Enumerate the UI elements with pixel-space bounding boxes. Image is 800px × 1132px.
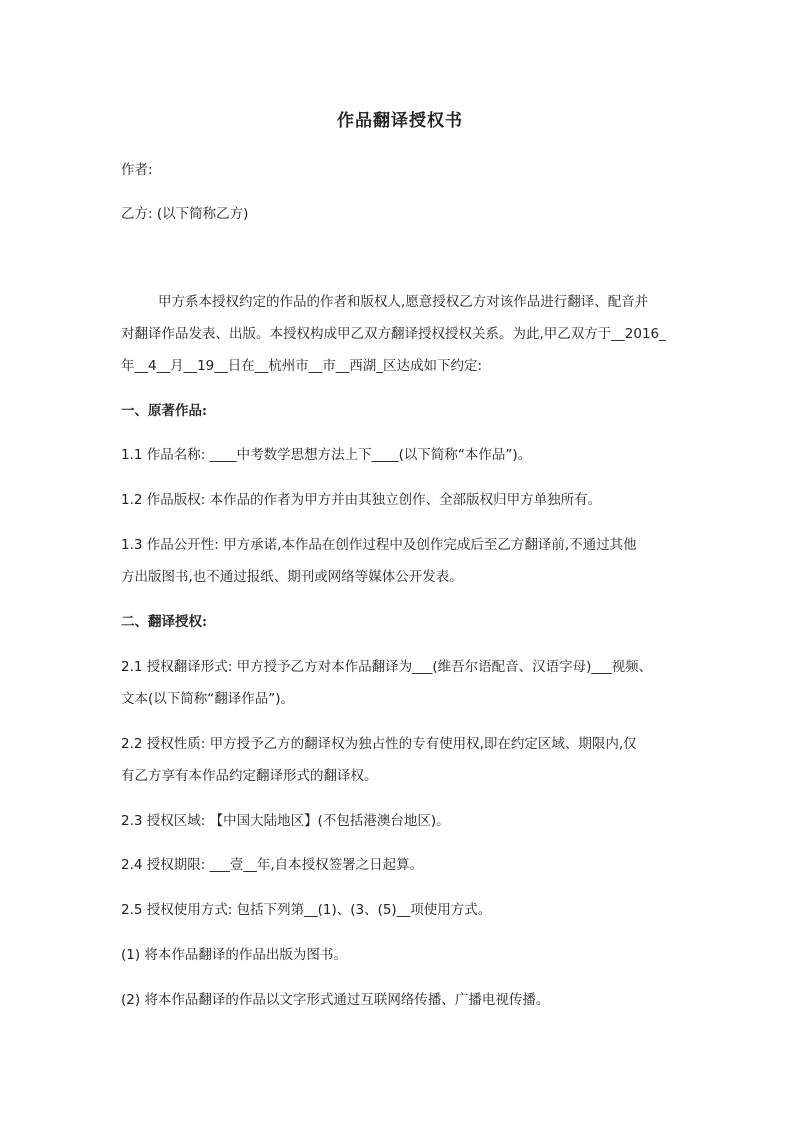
- item-2-2-line-2: 有乙方享有本作品约定翻译形式的翻译权。: [121, 768, 378, 784]
- item-1-3-line-1: 1.3 作品公开性: 甲方承诺,本作品在创作过程中及创作完成后至乙方翻译前,不通过其他: [121, 537, 637, 553]
- document-title: 作品翻译授权书: [337, 111, 463, 131]
- item-1-3-line-2: 方出版图书,也不通过报纸、期刊或网络等媒体公开发表。: [121, 569, 463, 585]
- section-2-heading: 二、翻译授权:: [121, 614, 207, 630]
- item-2-1-line-1: 2.1 授权翻译形式: 甲方授予乙方对本作品翻译为___(维吾尔语配音、汉语字母)___视频、: [121, 659, 653, 675]
- intro-line-3: 年__4__月__19__日在__杭州市__市__西湖_区达成如下约定:: [121, 358, 483, 374]
- item-2-5: 2.5 授权使用方式: 包括下列第__(1)、(3、(5)__项使用方式。: [121, 902, 492, 918]
- section-1-heading: 一、原著作品:: [121, 403, 207, 419]
- use-item-2: (2) 将本作品翻译的作品以文字形式通过互联网络传播、广播电视传播。: [121, 992, 550, 1008]
- party-b-line: 乙方: (以下简称乙方): [121, 206, 249, 222]
- intro-line-2: 对翻译作品发表、出版。本授权构成甲乙双方翻译授权授权关系。为此,甲乙双方于__2016_: [121, 326, 666, 342]
- intro-line-1: 甲方系本授权约定的作品的作者和版权人,愿意授权乙方对该作品进行翻译、配音并: [158, 294, 649, 310]
- item-2-2-line-1: 2.2 授权性质: 甲方授予乙方的翻译权为独占性的专有使用权,即在约定区域、期限内,仅: [121, 736, 637, 752]
- item-2-4: 2.4 授权期限: ___壹__年,自本授权签署之日起算。: [121, 857, 424, 873]
- item-2-1-line-2: 文本(以下简称“翻译作品”)。: [121, 691, 295, 707]
- author-line: 作者:: [121, 162, 153, 178]
- item-2-3: 2.3 授权区域: 【中国大陆地区】(不包括港澳台地区)。: [121, 813, 450, 829]
- item-1-1: 1.1 作品名称: ____中考数学思想方法上下____(以下简称“本作品”)。: [121, 447, 532, 463]
- item-1-2: 1.2 作品版权: 本作品的作者为甲方并由其独立创作、全部版权归甲方单独所有。: [121, 492, 602, 508]
- use-item-1: (1) 将本作品翻译的作品出版为图书。: [121, 947, 347, 963]
